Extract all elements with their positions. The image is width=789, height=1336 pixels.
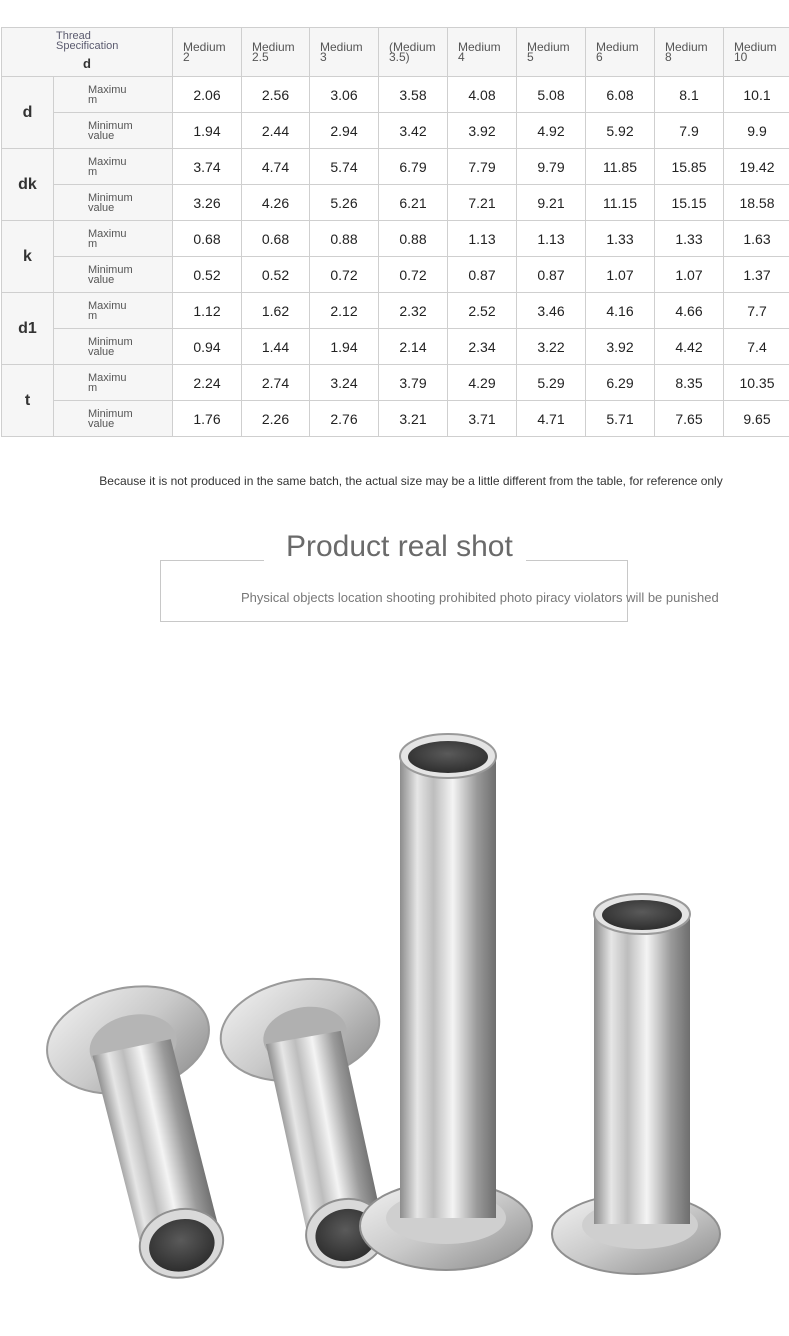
value-cell: 3.06 [310, 77, 379, 113]
rivet-tall [360, 734, 532, 1270]
table-row [2, 329, 789, 365]
value-cell: 18.58 [724, 185, 789, 221]
value-cell: 5.71 [586, 401, 655, 437]
value-cell: 1.13 [448, 221, 517, 257]
value-cell: 0.94 [173, 329, 242, 365]
value-cell: 4.29 [448, 365, 517, 401]
value-cell: 7.65 [655, 401, 724, 437]
table-row [2, 293, 789, 329]
table-row [2, 401, 789, 437]
value-cell: 2.52 [448, 293, 517, 329]
value-cell: 1.44 [242, 329, 310, 365]
table-row [2, 113, 789, 149]
limit-label [54, 329, 173, 365]
value-cell: 6.79 [379, 149, 448, 185]
value-cell: 11.85 [586, 149, 655, 185]
value-cell: 8.35 [655, 365, 724, 401]
value-cell: 7.21 [448, 185, 517, 221]
limit-label-text: Maximu m [88, 227, 127, 250]
spec-table [1, 27, 789, 437]
value-cell: 7.4 [724, 329, 789, 365]
thread-spec-symbol: d [83, 56, 91, 71]
value-cell: 8.1 [655, 77, 724, 113]
value-cell: 6.08 [586, 77, 655, 113]
section-title: Product real shot [286, 530, 513, 563]
limit-label-text: Minimum value [88, 191, 133, 214]
limit-label [54, 221, 173, 257]
value-cell: 3.92 [586, 329, 655, 365]
table-body [2, 77, 789, 437]
value-cell: 1.37 [724, 257, 789, 293]
thread-spec-header [2, 28, 173, 77]
table-row [2, 365, 789, 401]
limit-label-text: Minimum value [88, 407, 133, 430]
value-cell: 2.44 [242, 113, 310, 149]
value-cell: 3.71 [448, 401, 517, 437]
value-cell: 2.56 [242, 77, 310, 113]
value-cell: 4.08 [448, 77, 517, 113]
table-row [2, 149, 789, 185]
value-cell: 5.26 [310, 185, 379, 221]
table-row [2, 221, 789, 257]
batch-note: Because it is not produced in the same batch, the actual size may be a little different from the table, for reference only [99, 474, 723, 488]
value-cell: 7.7 [724, 293, 789, 329]
value-cell: 1.13 [517, 221, 586, 257]
value-cell: 2.94 [310, 113, 379, 149]
section-subtitle: Physical objects location shooting prohibited photo piracy violators will be punished [241, 590, 719, 605]
value-cell: 2.76 [310, 401, 379, 437]
value-cell: 15.85 [655, 149, 724, 185]
rivet-short [552, 894, 720, 1274]
value-cell: 0.68 [242, 221, 310, 257]
value-cell: 2.06 [173, 77, 242, 113]
value-cell: 3.58 [379, 77, 448, 113]
value-cell: 3.46 [517, 293, 586, 329]
value-cell: 1.62 [242, 293, 310, 329]
size-column-header [724, 28, 789, 77]
value-cell: 2.12 [310, 293, 379, 329]
value-cell: 4.26 [242, 185, 310, 221]
size-column-header [448, 28, 517, 77]
table-row [2, 185, 789, 221]
value-cell: 3.21 [379, 401, 448, 437]
value-cell: 0.87 [448, 257, 517, 293]
value-cell: 5.74 [310, 149, 379, 185]
size-column-header [517, 28, 586, 77]
value-cell: 1.07 [655, 257, 724, 293]
value-cell: 4.74 [242, 149, 310, 185]
value-cell: 5.92 [586, 113, 655, 149]
limit-label [54, 401, 173, 437]
size-column-header [655, 28, 724, 77]
value-cell: 5.08 [517, 77, 586, 113]
value-cell: 9.65 [724, 401, 789, 437]
size-column-label: Medium 2 [183, 40, 226, 64]
limit-label-text: Minimum value [88, 335, 133, 358]
limit-label-text: Minimum value [88, 263, 133, 286]
dimension-label: t [2, 365, 54, 437]
limit-label-text: Maximu m [88, 155, 127, 178]
value-cell: 4.16 [586, 293, 655, 329]
size-column-label: Medium 5 [527, 40, 570, 64]
value-cell: 3.22 [517, 329, 586, 365]
size-column-label: Medium 3 [320, 40, 363, 64]
limit-label [54, 293, 173, 329]
value-cell: 1.76 [173, 401, 242, 437]
value-cell: 3.92 [448, 113, 517, 149]
value-cell: 2.26 [242, 401, 310, 437]
size-column-label: Medium 8 [665, 40, 708, 64]
value-cell: 1.63 [724, 221, 789, 257]
value-cell: 0.87 [517, 257, 586, 293]
size-column-label: Medium 6 [596, 40, 639, 64]
value-cell: 1.12 [173, 293, 242, 329]
value-cell: 3.24 [310, 365, 379, 401]
value-cell: 1.94 [173, 113, 242, 149]
value-cell: 9.21 [517, 185, 586, 221]
value-cell: 3.79 [379, 365, 448, 401]
size-column-header [310, 28, 379, 77]
value-cell: 19.42 [724, 149, 789, 185]
value-cell: 1.07 [586, 257, 655, 293]
value-cell: 7.9 [655, 113, 724, 149]
limit-label-text: Minimum value [88, 119, 133, 142]
size-column-label: Medium 10 [734, 40, 777, 64]
value-cell: 1.33 [586, 221, 655, 257]
value-cell: 6.29 [586, 365, 655, 401]
size-column-header [242, 28, 310, 77]
value-cell: 2.14 [379, 329, 448, 365]
value-cell: 0.72 [310, 257, 379, 293]
value-cell: 0.52 [173, 257, 242, 293]
limit-label [54, 185, 173, 221]
value-cell: 7.79 [448, 149, 517, 185]
limit-label-text: Maximu m [88, 371, 127, 394]
value-cell: 4.42 [655, 329, 724, 365]
value-cell: 10.35 [724, 365, 789, 401]
value-cell: 0.52 [242, 257, 310, 293]
size-column-header [379, 28, 448, 77]
value-cell: 2.32 [379, 293, 448, 329]
value-cell: 9.9 [724, 113, 789, 149]
size-column-header [586, 28, 655, 77]
value-cell: 5.29 [517, 365, 586, 401]
value-cell: 3.26 [173, 185, 242, 221]
value-cell: 0.88 [310, 221, 379, 257]
dimension-label: d1 [2, 293, 54, 365]
dimension-label: k [2, 221, 54, 293]
table-row [2, 77, 789, 113]
value-cell: 1.33 [655, 221, 724, 257]
value-cell: 4.71 [517, 401, 586, 437]
product-photo [0, 660, 789, 1336]
size-column-label: (Medium 3.5) [389, 40, 436, 64]
value-cell: 2.74 [242, 365, 310, 401]
limit-label [54, 113, 173, 149]
value-cell: 2.34 [448, 329, 517, 365]
limit-label [54, 257, 173, 293]
value-cell: 9.79 [517, 149, 586, 185]
value-cell: 3.74 [173, 149, 242, 185]
dimension-label: d [2, 77, 54, 149]
limit-label [54, 365, 173, 401]
size-column-label: Medium 2.5 [252, 40, 295, 64]
value-cell: 2.24 [173, 365, 242, 401]
limit-label-text: Maximu m [88, 83, 127, 106]
value-cell: 10.1 [724, 77, 789, 113]
value-cell: 4.66 [655, 293, 724, 329]
value-cell: 0.68 [173, 221, 242, 257]
size-column-header [173, 28, 242, 77]
limit-label [54, 149, 173, 185]
thread-spec-label: Thread Specification [56, 30, 119, 52]
limit-label-text: Maximu m [88, 299, 127, 322]
value-cell: 0.72 [379, 257, 448, 293]
table-row [2, 257, 789, 293]
value-cell: 4.92 [517, 113, 586, 149]
value-cell: 6.21 [379, 185, 448, 221]
value-cell: 15.15 [655, 185, 724, 221]
value-cell: 1.94 [310, 329, 379, 365]
value-cell: 0.88 [379, 221, 448, 257]
limit-label [54, 77, 173, 113]
value-cell: 3.42 [379, 113, 448, 149]
dimension-label: dk [2, 149, 54, 221]
value-cell: 11.15 [586, 185, 655, 221]
table-header-row [2, 28, 789, 77]
size-column-label: Medium 4 [458, 40, 501, 64]
